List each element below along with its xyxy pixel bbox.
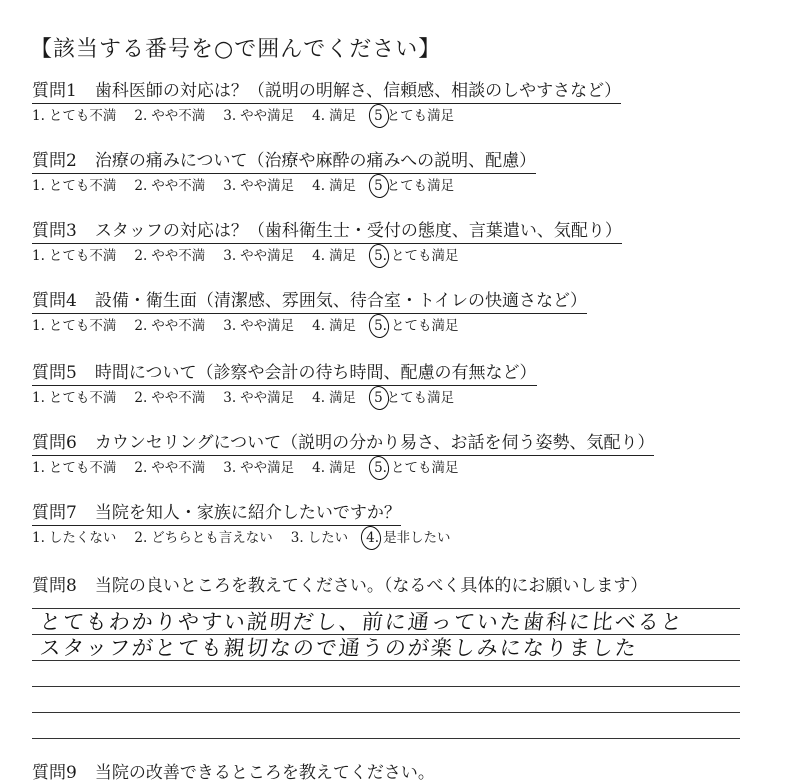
question-block — [32, 362, 537, 407]
answer-options — [32, 317, 587, 335]
answer-option[interactable] — [134, 389, 205, 407]
answer-option[interactable] — [223, 107, 294, 125]
answer-options — [32, 107, 621, 125]
option-number: 2. — [134, 248, 148, 264]
option-number: 2. — [134, 108, 148, 124]
hand-drawn-circle-mark — [367, 312, 391, 339]
option-label: やや不満 — [151, 460, 206, 476]
option-number: 5. — [374, 460, 387, 476]
hand-drawn-circle-mark — [367, 454, 391, 481]
option-number: 4. — [312, 248, 326, 264]
hand-drawn-circle-mark — [367, 172, 391, 199]
answer-option[interactable] — [32, 107, 116, 125]
option-number: 5 — [374, 390, 383, 406]
option-label: やや不満 — [151, 178, 206, 194]
question-block — [32, 432, 654, 477]
question-text: 時間について（診察や会計の待ち時間、配慮の有無など） — [94, 363, 537, 383]
option-number: 1. — [32, 530, 45, 546]
question-block — [32, 80, 621, 125]
answer-option[interactable] — [312, 317, 356, 335]
question-number: 質問4 — [32, 291, 77, 311]
option-label: やや満足 — [240, 178, 295, 194]
option-number: 3. — [223, 108, 237, 124]
question-9-number: 質問9 — [32, 763, 77, 783]
answer-option[interactable] — [32, 247, 116, 265]
answer-option[interactable] — [374, 247, 458, 265]
option-number: 3. — [223, 390, 237, 406]
answer-options — [32, 459, 654, 477]
option-label: とても不満 — [48, 318, 117, 334]
option-label: とても満足 — [390, 460, 459, 476]
question-text: スタッフの対応は？（歯科衛生士・受付の態度、言葉遣い、気配り） — [94, 221, 622, 241]
option-label: やや満足 — [240, 460, 295, 476]
hand-drawn-circle-mark — [367, 384, 391, 411]
answer-options — [32, 177, 536, 195]
question-text: 当院を知人・家族に紹介したいですか？ — [94, 503, 401, 523]
answer-option[interactable] — [312, 247, 356, 265]
option-number: 3. — [223, 248, 237, 264]
question-text: カウンセリングについて（説明の分かり易さ、お話を伺う姿勢、気配り） — [94, 433, 655, 453]
option-label: 是非したい — [383, 530, 451, 546]
option-label: 満足 — [329, 460, 357, 476]
hand-drawn-circle-mark — [367, 242, 391, 269]
handwritten-answer-line: スタッフがとても親切なので通うのが楽しみになりました — [38, 636, 640, 660]
option-label: やや不満 — [151, 248, 206, 264]
question-number: 質問2 — [32, 151, 77, 171]
option-label: どちらとも言えない — [151, 530, 273, 546]
option-label: やや不満 — [151, 318, 206, 334]
hand-drawn-circle-mark — [367, 102, 391, 129]
question-block — [32, 150, 536, 195]
option-number: 1. — [32, 248, 45, 264]
answer-option[interactable] — [134, 247, 205, 265]
option-number: 3. — [223, 178, 237, 194]
option-number: 5. — [374, 248, 387, 264]
answer-options — [32, 529, 451, 547]
option-label: したくない — [48, 530, 117, 546]
question-text: 設備・衛生面（清潔感、雰囲気、待合室・トイレの快適さなど） — [94, 291, 587, 311]
question-block — [32, 290, 587, 335]
option-number: 1. — [32, 390, 45, 406]
option-number: 2. — [134, 460, 148, 476]
answer-option[interactable] — [374, 317, 458, 335]
answer-rule — [32, 686, 740, 687]
question-number: 質問7 — [32, 503, 77, 523]
answer-option[interactable] — [374, 107, 454, 125]
question-9-text: 当院の改善できるところを教えてください。 — [94, 763, 435, 783]
option-number: 4. — [312, 108, 326, 124]
option-label: やや満足 — [240, 318, 295, 334]
answer-rule — [32, 712, 740, 713]
question-number: 質問3 — [32, 221, 77, 241]
option-label: 満足 — [329, 178, 357, 194]
option-label: 満足 — [329, 390, 357, 406]
answer-option[interactable] — [32, 389, 116, 407]
answer-option[interactable] — [134, 529, 272, 547]
handwritten-answer-line: とてもわかりやすい説明だし、前に通っていた歯科に比べると — [38, 610, 686, 634]
option-label: やや不満 — [151, 108, 206, 124]
option-label: やや満足 — [240, 108, 295, 124]
answer-option[interactable] — [223, 459, 294, 477]
question-8-title — [32, 571, 647, 596]
option-number: 1. — [32, 460, 45, 476]
question-title — [32, 220, 622, 244]
question-text: 治療の痛みについて（治療や麻酔の痛みへの説明、配慮） — [94, 151, 537, 171]
answer-option[interactable] — [32, 529, 116, 547]
option-label: したい — [307, 530, 349, 546]
option-label: とても満足 — [386, 178, 455, 194]
option-number: 4. — [312, 318, 326, 334]
question-9-title — [32, 758, 435, 783]
question-8-number: 質問8 — [32, 576, 77, 596]
option-number: 5 — [374, 178, 383, 194]
answer-option[interactable] — [134, 317, 205, 335]
option-label: とても満足 — [390, 248, 459, 264]
answer-options — [32, 389, 537, 407]
option-number: 2. — [134, 390, 148, 406]
question-8-text: 当院の良いところを教えてください。（なるべく具体的にお願いします） — [94, 576, 648, 596]
answer-option[interactable] — [223, 177, 294, 195]
answer-option[interactable] — [223, 317, 294, 335]
answer-option[interactable] — [32, 177, 116, 195]
question-block — [32, 220, 622, 265]
answer-option[interactable] — [223, 247, 294, 265]
option-number: 4. — [366, 530, 379, 546]
option-number: 3. — [223, 318, 237, 334]
question-title — [32, 362, 537, 386]
option-number: 2. — [134, 178, 148, 194]
question-title — [32, 432, 654, 456]
option-label: とても不満 — [48, 108, 117, 124]
option-number: 1. — [32, 108, 45, 124]
option-number: 4. — [312, 390, 326, 406]
option-number: 1. — [32, 178, 45, 194]
question-title — [32, 502, 401, 526]
question-title — [32, 80, 621, 104]
answer-option[interactable] — [366, 529, 450, 547]
answer-option[interactable] — [374, 389, 454, 407]
option-number: 2. — [134, 318, 148, 334]
option-label: やや満足 — [240, 248, 295, 264]
answer-option[interactable] — [291, 529, 348, 547]
answer-option[interactable] — [223, 389, 294, 407]
answer-options — [32, 247, 622, 265]
question-number: 質問6 — [32, 433, 77, 453]
option-label: とても不満 — [48, 460, 117, 476]
hand-drawn-circle-mark — [359, 524, 383, 551]
question-number: 質問5 — [32, 363, 77, 383]
option-number: 1. — [32, 318, 45, 334]
option-number: 3. — [223, 460, 237, 476]
option-number: 4. — [312, 460, 326, 476]
option-label: 満足 — [329, 248, 357, 264]
option-label: やや不満 — [151, 390, 206, 406]
option-number: 5. — [374, 318, 387, 334]
option-label: 満足 — [329, 318, 357, 334]
answer-option[interactable] — [134, 459, 205, 477]
answer-option[interactable] — [134, 177, 205, 195]
question-title — [32, 150, 536, 174]
answer-option[interactable] — [32, 459, 116, 477]
option-label: とても不満 — [48, 248, 117, 264]
answer-option[interactable] — [374, 177, 454, 195]
option-number: 3. — [290, 530, 304, 546]
option-number: 5 — [374, 108, 383, 124]
answer-option[interactable] — [312, 107, 356, 125]
question-text: 歯科医師の対応は？（説明の明解さ、信頼感、相談のしやすさなど） — [94, 81, 622, 101]
instruction-header: 【該当する番号を○で囲んでください】 — [30, 37, 442, 62]
option-label: とても満足 — [386, 108, 455, 124]
answer-option[interactable] — [312, 177, 356, 195]
option-label: やや満足 — [240, 390, 295, 406]
option-label: とても不満 — [48, 390, 117, 406]
option-label: とても満足 — [390, 318, 459, 334]
answer-option[interactable] — [374, 459, 458, 477]
answer-option[interactable] — [312, 459, 356, 477]
answer-option[interactable] — [312, 389, 356, 407]
answer-option[interactable] — [32, 317, 116, 335]
question-title — [32, 290, 587, 314]
option-label: とても不満 — [48, 178, 117, 194]
option-label: 満足 — [329, 108, 357, 124]
answer-option[interactable] — [134, 107, 205, 125]
question-block — [32, 502, 451, 547]
option-label: とても満足 — [386, 390, 455, 406]
answer-rule — [32, 738, 740, 739]
option-number: 2. — [134, 530, 148, 546]
question-number: 質問1 — [32, 81, 77, 101]
option-number: 4. — [312, 178, 326, 194]
